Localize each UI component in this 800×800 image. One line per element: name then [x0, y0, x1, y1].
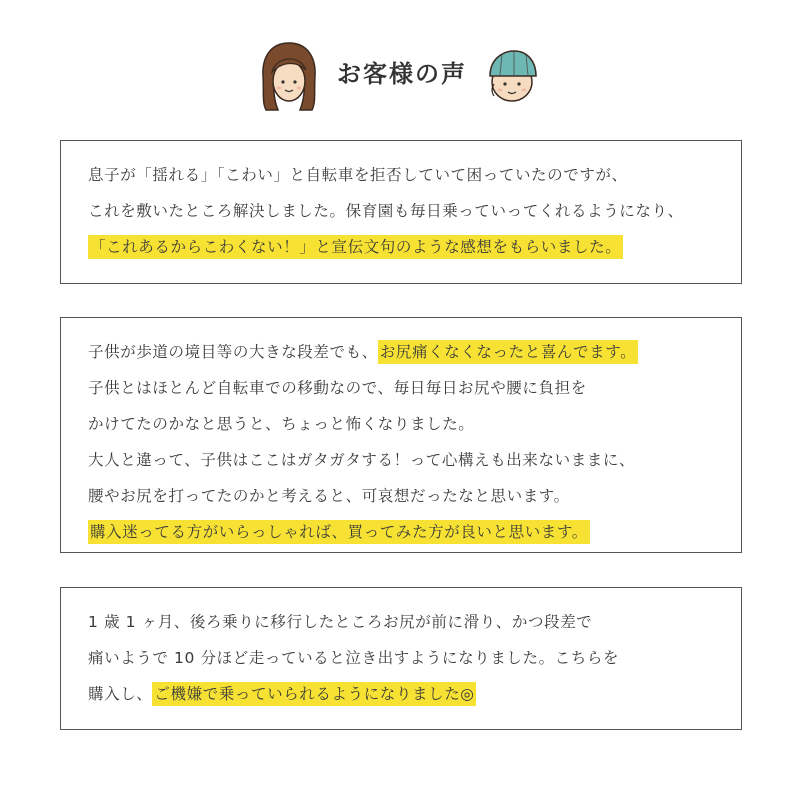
highlighted-text: お尻痛くなくなったと喜んでます。: [378, 340, 638, 364]
review-card-3: [60, 587, 742, 730]
review-line: 痛いようで 10 分ほど走っていると泣き出すようになりました。こちらを: [88, 649, 620, 667]
highlighted-text: 購入迷ってる方がいらっしゃれば、買ってみた方が良いと思います。: [88, 520, 590, 544]
child-helmet-face-icon: [482, 46, 542, 106]
review-line: [88, 514, 731, 550]
woman-face-icon: [258, 40, 320, 112]
review-line: 1 歳 1 ヶ月、後ろ乗りに移行したところお尻が前に滑り、かつ段差で: [88, 613, 593, 631]
review-line: 腰やお尻を打ってたのかと考えると、可哀想だったなと思います。: [88, 487, 570, 505]
review-line: 大人と違って、子供はここはガタガタする！って心構えも出来ないままに、: [88, 451, 636, 469]
review-line: 子供とはほとんど自転車での移動なので、毎日毎日お尻や腰に負担を: [88, 379, 587, 397]
page-title: お客様の声: [337, 60, 467, 88]
review-card-1: [60, 140, 742, 284]
highlighted-text: ご機嫌で乗っていられるようになりました◎: [152, 682, 476, 706]
review-line: かけてたのかなと思うと、ちょっと怖くなりました。: [88, 415, 475, 433]
review-line: これを敷いたところ解決しました。保育園も毎日乗っていってくれるようになり、: [88, 202, 684, 220]
review-line: 息子が「揺れる」「こわい」と自転車を拒否していて困っていたのですが、: [88, 166, 628, 184]
review-line: 購入し、 ご機嫌で乗っていられるようになりました◎: [88, 676, 731, 712]
review-card-2: [60, 317, 742, 553]
highlighted-text: 「これあるからこわくない！」と宣伝文句のような感想をもらいました。: [88, 235, 623, 259]
review-line: 子供が歩道の境目等の大きな段差でも、 お尻痛くなくなったと喜んでます。: [88, 334, 731, 370]
header: [0, 36, 800, 116]
review-line: [88, 229, 731, 265]
